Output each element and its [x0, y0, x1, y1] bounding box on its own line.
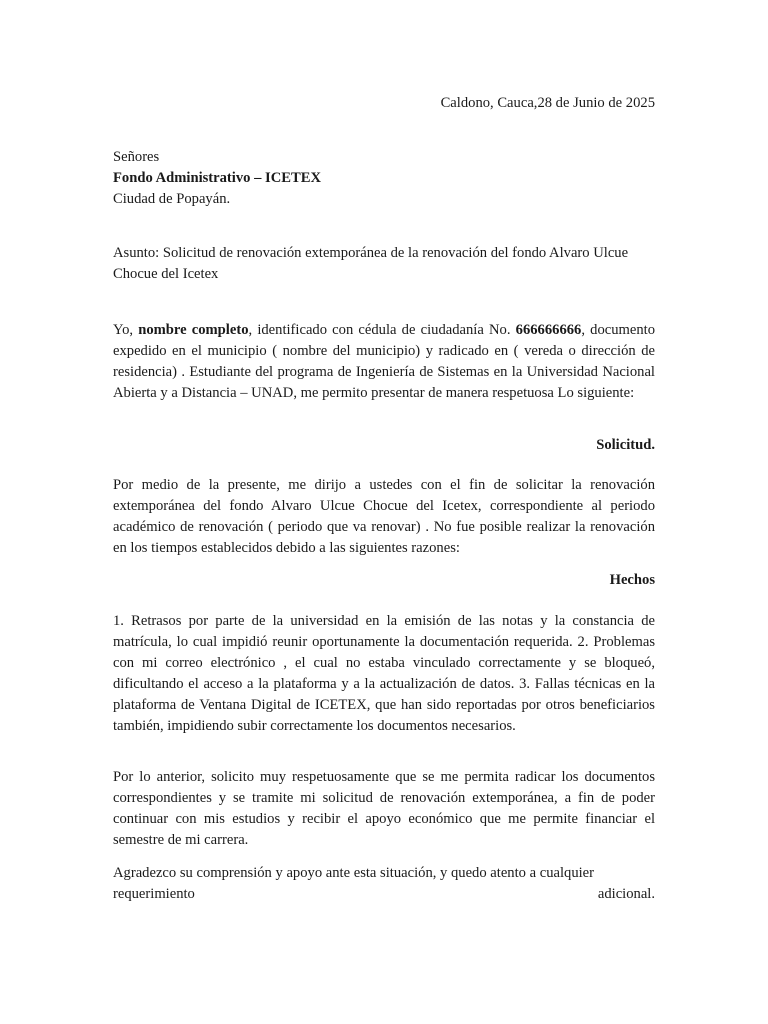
date-line: Caldono, Cauca,28 de Junio de 2025: [440, 95, 655, 111]
thanks-line-1: [113, 863, 655, 884]
heading-hechos: Hechos: [609, 572, 655, 588]
salutation: Señores: [113, 149, 160, 165]
recipient-organization: Fondo Administrativo – ICETEX: [113, 170, 321, 186]
thanks-paragraph: [113, 863, 655, 905]
closing-paragraph: Por lo anterior, solicito muy respetuosamente que se me permita radicar los documentos correspondientes y se tramite mi solicitud de renovación extemporánea, a fin de poder continuar con mis estudios y recibir el apoyo económico que me permite financiar el semestre de mi carrera.: [113, 769, 655, 848]
subject-line: Asunto: Solicitud de renovación extemporánea de la renovación del fondo Alvaro Ulcue Chocue del Icetex: [113, 245, 629, 282]
thanks-line-2: [113, 884, 655, 905]
intro-name: nombre completo: [138, 322, 249, 338]
thanks-line-2-left: requerimiento: [113, 886, 195, 902]
request-paragraph: Por medio de la presente, me dirijo a ustedes con el fin de solicitar la renovación extemporánea del fondo Alvaro Ulcue Chocue del Icetex, correspondiente al periodo académico de renovación ( periodo que va renovar) . No fue posible realizar la renovación en los tiempos establecidos debido a las siguientes razones:: [113, 477, 655, 556]
facts-paragraph: 1. Retrasos por parte de la universidad en la emisión de las notas y la constancia de matrícula, lo cual impidió reunir oportunamente la documentación requerida. 2. Problemas con mi correo electrónico , el cual no estaba vinculado correctamente y se bloqueó, dificultando el acceso a la plataforma y a la actualización de datos. 3. Fallas técnicas en la plataforma de Ventana Digital de ICETEX, que han sido reportadas por otros beneficiarios también, impidiendo subir correctamente los documentos necesarios.: [113, 613, 655, 734]
intro-paragraph: [113, 320, 655, 404]
intro-id-number: 666666666: [515, 322, 582, 338]
intro-mid: , identificado con cédula de ciudadanía No.: [248, 322, 516, 338]
heading-solicitud: Solicitud.: [596, 437, 655, 453]
intro-rest: , documento expedido en el municipio ( nombre del municipio) y radicado en ( vereda o dirección de residencia) . Estudiante del programa de Ingeniería de Sistemas en la Universidad Nacional Abierta y a Distancia – UNAD, me permito presentar de manera respetuosa Lo siguiente:: [113, 322, 655, 401]
intro-yo: Yo,: [113, 322, 139, 338]
thanks-line-1-text: Agradezco su comprensión y apoyo ante esta situación, y quedo atento a cualquier: [113, 865, 595, 881]
thanks-line-2-right: adicional.: [597, 886, 655, 902]
recipient-city: Ciudad de Popayán.: [113, 191, 231, 207]
recipient-block: [113, 147, 655, 210]
